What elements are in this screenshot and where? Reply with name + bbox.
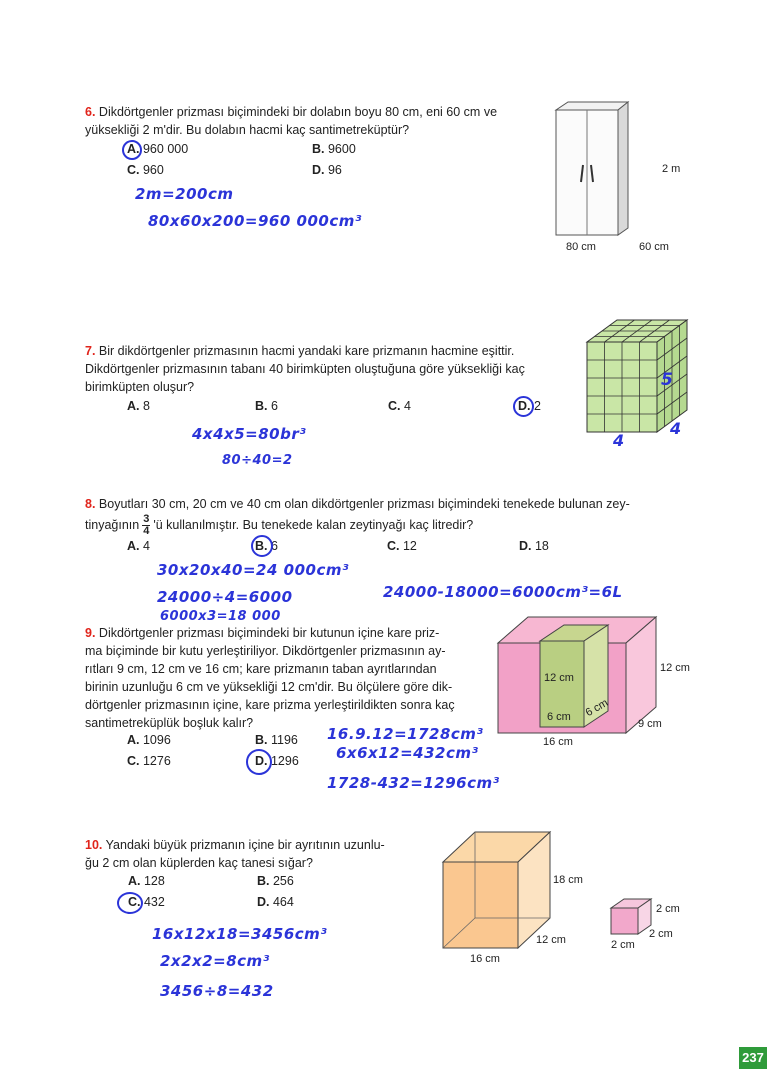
option-d[interactable]: D. 464	[257, 895, 294, 909]
question-number: 6.	[85, 105, 96, 119]
question-6-text: 6. Dikdörtgenler prizması biçimindeki bir dolabın boyu 80 cm, eni 60 cm ve yüksekliği 2 m'dir. Bu dolabın hacmi kaç santimetreküptür?	[85, 105, 498, 137]
option-d[interactable]: D. 18	[519, 539, 549, 553]
handwritten-work: 24000-18000=6000cm³=6L	[383, 583, 623, 601]
handwritten-work: 2m=200cm	[135, 185, 234, 203]
option-c[interactable]: C. 12	[387, 539, 417, 553]
label-side: 4	[670, 419, 682, 438]
question-number: 10.	[85, 838, 103, 852]
label-inner-width: 6 cm	[547, 711, 571, 723]
small-cube-figure	[608, 897, 654, 937]
option-b[interactable]: B. 6	[255, 539, 278, 553]
label-cube-length: 2 cm	[611, 939, 635, 951]
handwritten-work: 4x4x5=80br³	[192, 425, 307, 443]
handwritten-work: 3456÷8=432	[160, 982, 274, 1000]
option-d[interactable]: D. 2	[518, 399, 541, 413]
answer-circle	[513, 396, 534, 417]
option-b[interactable]: B. 256	[257, 874, 294, 888]
option-b[interactable]: B. 1196	[255, 733, 298, 747]
label-cube-depth: 2 cm	[649, 928, 673, 940]
question-number: 9.	[85, 626, 96, 640]
handwritten-work: 2x2x2=8cm³	[160, 952, 270, 970]
question-9-text: 9. Dikdörtgenler prizması biçimindeki bir kutunun içine kare priz- ma biçiminde bir kutu yerleştiriliyor. Dikdörtgenler prizmasının ay- rıtları 9 cm, 12 cm ve 16 cm; kare prizmanın taban ayrıtlarından birinin uzunluğu 6 cm ve yüksekliği 12 cm'dir. Bu ölçülere göre dik- dörtgenler prizmasının içine, kare prizma yerleştirildikten sonra kaç santimetreküplük boşluk kalır?	[85, 626, 455, 730]
fraction: 3 4	[143, 512, 150, 537]
option-c[interactable]: C. 960	[127, 163, 164, 177]
handwritten-work: 24000÷4=6000	[157, 588, 293, 606]
handwritten-work: 16.9.12=1728cm³	[327, 725, 484, 743]
label-outer-depth: 9 cm	[638, 718, 662, 730]
option-d[interactable]: D. 1296	[255, 754, 299, 768]
label-outer-length: 16 cm	[543, 736, 573, 748]
option-b[interactable]: B. 6	[255, 399, 278, 413]
handwritten-work: 1728-432=1296cm³	[327, 774, 500, 792]
option-a[interactable]: A. 960 000	[127, 142, 189, 156]
option-a[interactable]: A. 128	[128, 874, 165, 888]
label-front: 4	[613, 431, 625, 450]
label-inner-height: 12 cm	[544, 672, 574, 684]
label-big-depth: 12 cm	[536, 934, 566, 946]
label-height: 2 m	[662, 163, 681, 175]
label-length: 80 cm	[566, 241, 596, 253]
label-inner-depth: 6 cm	[583, 696, 611, 720]
option-a[interactable]: A. 1096	[127, 733, 171, 747]
option-b[interactable]: B. 9600	[312, 142, 356, 156]
question-number: 7.	[85, 344, 96, 358]
question-8-line2: tinyağının 3 4 'ü kullanılmıştır. Bu tenekede kalan zeytinyağı kaç litredir?	[85, 512, 474, 537]
question-number: 8.	[85, 497, 96, 511]
handwritten-work: 6000x3=18 000	[160, 609, 281, 624]
question-7-text: 7. Bir dikdörtgenler prizmasının hacmi yandaki kare prizmanın hacmine eşittir. Dikdörtgenler prizmasının tabanı 40 birimküpten oluştuğuna göre yüksekliği kaç birimküpten oluşur?	[85, 344, 525, 394]
option-c[interactable]: C. 4	[388, 399, 411, 413]
label-outer-height: 12 cm	[660, 662, 690, 674]
answer-circle	[117, 892, 143, 914]
handwritten-work: 80x60x200=960 000cm³	[148, 212, 362, 230]
option-c[interactable]: C. 1276	[127, 754, 171, 768]
wardrobe-figure	[548, 100, 638, 240]
handwritten-work: 16x12x18=3456cm³	[152, 925, 328, 943]
answer-circle	[122, 140, 142, 160]
handwritten-work: 30x20x40=24 000cm³	[157, 561, 350, 579]
label-cube-height: 2 cm	[656, 903, 680, 915]
page-number: 237	[739, 1047, 767, 1069]
option-a[interactable]: A. 8	[127, 399, 150, 413]
option-a[interactable]: A. 4	[127, 539, 150, 553]
handwritten-work: 6x6x12=432cm³	[336, 744, 479, 762]
question-8-text: 8. Boyutları 30 cm, 20 cm ve 40 cm olan dikdörtgenler prizması biçimindeki tenekede bulunan zey-	[85, 497, 630, 511]
option-d[interactable]: D. 96	[312, 163, 342, 177]
label-height: 5	[661, 370, 674, 390]
answer-circle	[246, 749, 272, 775]
label-big-height: 18 cm	[553, 874, 583, 886]
label-big-length: 16 cm	[470, 953, 500, 965]
label-width: 60 cm	[639, 241, 669, 253]
handwritten-work: 80÷40=2	[222, 453, 293, 468]
question-10-text: 10. Yandaki büyük prizmanın içine bir ayrıtının uzunlu- ğu 2 cm olan küplerden kaç tanesi sığar?	[85, 838, 385, 870]
box-in-box-figure	[496, 615, 661, 735]
answer-circle	[251, 535, 273, 557]
option-c[interactable]: C. 432	[128, 895, 165, 909]
